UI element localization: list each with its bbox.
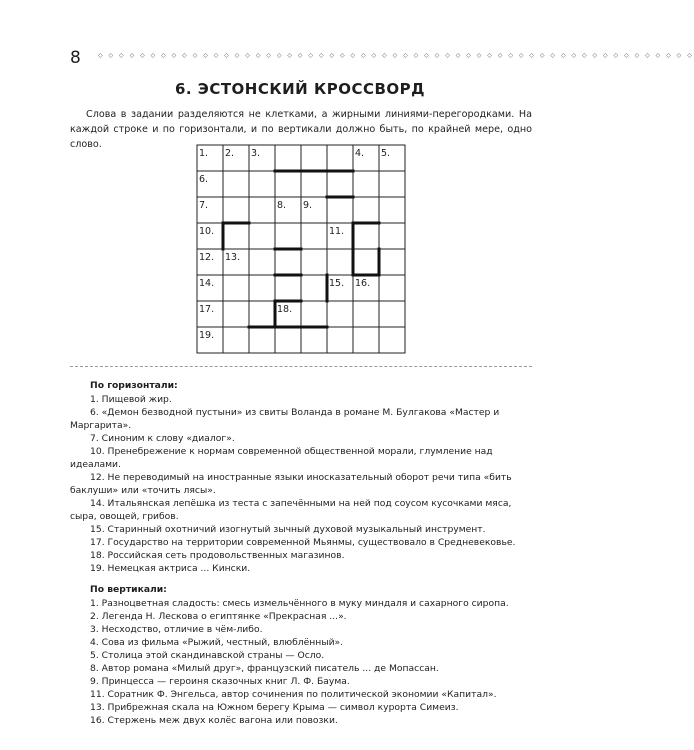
cell-number: 15.	[329, 278, 345, 289]
cell-number: 16.	[355, 278, 371, 289]
grid-cell	[379, 197, 405, 223]
grid-cell	[301, 145, 327, 171]
grid-cell	[275, 249, 301, 275]
cell-number: 11.	[329, 226, 345, 237]
cell-number: 14.	[199, 278, 215, 289]
grid-cell	[301, 327, 327, 353]
across-clue: 19. Немецкая актриса ... Кински.	[90, 563, 251, 574]
down-clue: 2. Легенда Н. Лескова о египтянке «Прекрасная ...».	[90, 611, 347, 622]
grid-cell	[275, 223, 301, 249]
grid-cell	[301, 275, 327, 301]
across-clue: 18. Российская сеть продовольственных магазинов.	[90, 550, 345, 561]
grid-cell	[223, 301, 249, 327]
grid-cell	[327, 301, 353, 327]
across-clue: 15. Старинный охотничий изогнутый зычный духовой музыкальный инструмент.	[90, 524, 486, 535]
grid-cell	[379, 301, 405, 327]
grid-cell	[353, 223, 379, 249]
cell-number: 4.	[355, 148, 365, 159]
grid-cell	[301, 223, 327, 249]
down-clue: 16. Стержень меж двух колёс вагона или повозки.	[90, 715, 338, 726]
grid-cell	[353, 197, 379, 223]
cell-number: 7.	[199, 200, 209, 211]
down-clue-list	[70, 597, 532, 727]
grid-cell	[249, 223, 275, 249]
across-clue: 10. Пренебрежение к нормам современной общественной морали, глумление над идеалами.	[70, 446, 493, 470]
grid-cell	[275, 275, 301, 301]
grid-cell	[327, 145, 353, 171]
down-clue: 1. Разноцветная сладость: смесь измельчённого в муку миндаля и сахарного сиропа.	[90, 598, 509, 609]
across-clue: 7. Синоним к слову «диалог».	[90, 433, 235, 444]
cell-number: 17.	[199, 304, 215, 315]
grid-cell	[249, 249, 275, 275]
cell-number: 5.	[381, 148, 391, 159]
grid-cell	[249, 171, 275, 197]
grid-cell	[223, 171, 249, 197]
cell-number: 19.	[199, 330, 215, 341]
down-clue: 8. Автор романа «Милый друг», французский писатель ... де Мопассан.	[90, 663, 439, 674]
down-clue: 5. Столица этой скандинавской страны — Осло.	[90, 650, 325, 661]
grid-cell	[327, 249, 353, 275]
grid-cell	[275, 327, 301, 353]
page-title: 6. ЭСТОНСКИЙ КРОССВОРД	[174, 80, 426, 98]
grid-cell	[275, 145, 301, 171]
grid-cell	[379, 249, 405, 275]
cell-number: 9.	[303, 200, 313, 211]
down-clue: 9. Принцесса — героиня сказочных книг Л. Ф. Баума.	[90, 676, 350, 687]
cell-number: 3.	[251, 148, 261, 159]
grid-cell	[249, 275, 275, 301]
grid-cell	[223, 327, 249, 353]
crossword-grid	[195, 143, 407, 355]
down-clue: 11. Соратник Ф. Энгельса, автор сочинения по политической экономии «Капитал».	[90, 689, 497, 700]
cell-number: 10.	[199, 226, 215, 237]
grid-cell	[249, 327, 275, 353]
down-heading: По вертикали:	[90, 584, 167, 595]
grid-cell	[249, 197, 275, 223]
cell-number: 12.	[199, 252, 215, 263]
across-clue: 6. «Демон безводной пустыни» из свиты Воланда в романе М. Булгакова «Мастер и Маргарита».	[70, 407, 500, 431]
grid-cell	[353, 327, 379, 353]
cell-number: 8.	[277, 200, 287, 211]
across-clue: 17. Государство на территории современной Мьянмы, существовало в Средневековье.	[90, 537, 516, 548]
cell-number: 13.	[225, 252, 241, 263]
cell-number: 1.	[199, 148, 209, 159]
grid-cell	[249, 301, 275, 327]
down-clue: 3. Несходство, отличие в чём-либо.	[90, 624, 263, 635]
across-clue: 12. Не переводимый на иностранные языки иносказательный оборот речи типа «бить баклуши» или «точить лясы».	[70, 472, 512, 496]
grid-cell	[379, 275, 405, 301]
across-clue-list	[70, 393, 532, 575]
grid-cell	[301, 249, 327, 275]
divider	[70, 366, 532, 367]
grid-cell	[223, 197, 249, 223]
grid-cell	[327, 327, 353, 353]
across-clue: 1. Пищевой жир.	[90, 394, 172, 405]
grid-cell	[379, 171, 405, 197]
grid-cell	[223, 223, 249, 249]
grid-cell	[353, 171, 379, 197]
down-clue: 13. Прибрежная скала на Южном берегу Крыма — символ курорта Симеиз.	[90, 702, 459, 713]
grid-cell	[327, 197, 353, 223]
down-clue: 4. Сова из фильма «Рыжий, честный, влюблённый».	[90, 637, 344, 648]
grid-cell	[327, 171, 353, 197]
grid-cell	[353, 301, 379, 327]
grid-cell	[301, 171, 327, 197]
grid-cell	[223, 275, 249, 301]
grid-cell	[353, 249, 379, 275]
grid-cell	[379, 327, 405, 353]
grid-cell	[301, 301, 327, 327]
clues-section	[70, 379, 532, 727]
header-dotted-rule: ◇ ◇ ◇ ◇ ◇ ◇ ◇ ◇ ◇ ◇ ◇ ◇ ◇ ◇ ◇ ◇ ◇ ◇ ◇ ◇ ◇ ◇ ◇ ◇ ◇ ◇ ◇ ◇ ◇ ◇ ◇ ◇ ◇ ◇ ◇ ◇ ◇ ◇ ◇ ◇ ◇ ◇ ◇ ◇ ◇ ◇ ◇ ◇ ◇ ◇ ◇ ◇ ◇ ◇ ◇ ◇ ◇	[98, 52, 694, 59]
cell-number: 2.	[225, 148, 235, 159]
across-heading: По горизонтали:	[90, 380, 178, 391]
page-number: 8	[70, 48, 81, 68]
grid-cell	[275, 171, 301, 197]
grid-cell	[379, 223, 405, 249]
cell-number: 6.	[199, 174, 209, 185]
across-clue: 14. Итальянская лепёшка из теста с запечёнными на ней под соусом кусочками мяса, сыра, овощей, грибов.	[70, 498, 512, 522]
intro-text: Слова в задании разделяются не клетками, а жирными линиями-перегородками. На каждой строке и по горизонтали, и по вертикали должно быть, по крайней мере, одно слово.	[70, 109, 532, 150]
cell-number: 18.	[277, 304, 293, 315]
